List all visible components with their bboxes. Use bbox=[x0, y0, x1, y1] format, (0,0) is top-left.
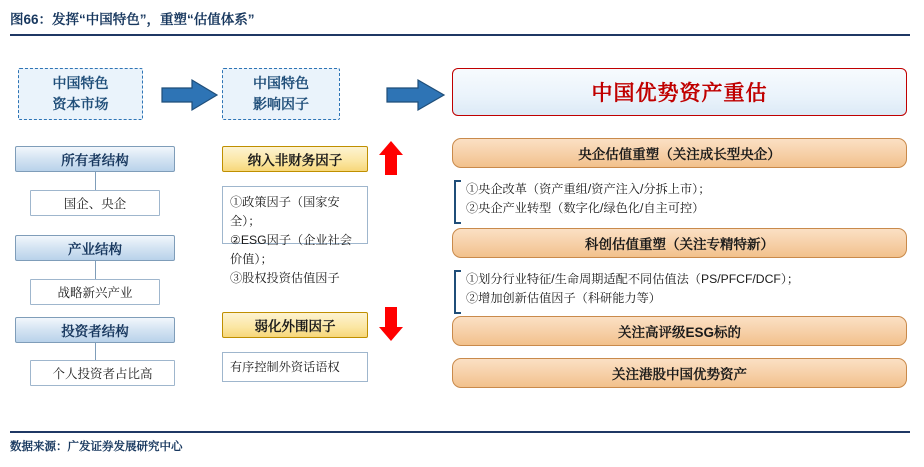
middle-block-2-item-1: 有序控制外资话语权 bbox=[230, 359, 340, 374]
left-group-3-title bbox=[15, 317, 175, 343]
middle-block-1-item-3: ③股权投资估值因子 bbox=[230, 270, 340, 285]
right-section-3-bar bbox=[452, 316, 907, 346]
left-connector-3 bbox=[95, 343, 96, 360]
arrow-up-icon bbox=[378, 140, 404, 176]
right-section-2-note-2: ②增加创新估值因子（科研能力等） bbox=[466, 290, 661, 305]
middle-column-header bbox=[222, 68, 340, 120]
right-main-title bbox=[452, 68, 907, 116]
figure-title-bar bbox=[10, 8, 910, 36]
left-column-header-line2: 资本市场 bbox=[52, 96, 109, 112]
right-section-1-note-2: ②央企产业转型（数字化/绿色化/自主可控） bbox=[466, 200, 705, 215]
left-column-header-line1: 中国特色 bbox=[52, 75, 109, 91]
left-connector-1 bbox=[95, 172, 96, 190]
bracket-1 bbox=[454, 180, 461, 224]
bracket-2 bbox=[454, 270, 461, 314]
right-section-4-bar bbox=[452, 358, 907, 388]
middle-block-2-title-label: 弱化外围因子 bbox=[254, 319, 336, 334]
figure-label: 图66： bbox=[10, 12, 53, 27]
middle-block-1-item-1: ①政策因子（国家安全）； bbox=[230, 195, 340, 228]
arrow-right-icon bbox=[160, 78, 220, 112]
right-section-2-note-1: ①划分行业特征/生命周期适配不同估值法（PS/PFCF/DCF）； bbox=[466, 272, 800, 286]
right-section-2-notes bbox=[466, 270, 906, 316]
right-section-2-bar bbox=[452, 228, 907, 258]
right-section-1-bar bbox=[452, 138, 907, 168]
left-group-1-content bbox=[30, 190, 160, 216]
middle-block-2-title bbox=[222, 312, 368, 338]
right-section-1-bar-label: 央企估值重塑（关注成长型央企） bbox=[578, 147, 781, 162]
right-main-title-label: 中国优势资产重估 bbox=[591, 82, 768, 105]
left-group-1-content-label: 国企、央企 bbox=[63, 197, 127, 211]
arrow-down-icon bbox=[378, 306, 404, 342]
left-group-2-title bbox=[15, 235, 175, 261]
left-group-3-content-label: 个人投资者占比高 bbox=[52, 367, 153, 381]
middle-column-header-line2: 影响因子 bbox=[253, 96, 309, 112]
middle-block-1-item-2: ②ESG因子（企业社会价值）； bbox=[230, 232, 352, 266]
left-group-2-content-label: 战略新兴产业 bbox=[57, 286, 133, 300]
left-column-header bbox=[18, 68, 143, 120]
right-section-1-notes bbox=[466, 180, 906, 226]
left-group-2-title-label: 产业结构 bbox=[68, 242, 122, 257]
right-section-2-bar-label: 科创估值重塑（关注专精特新） bbox=[585, 237, 774, 252]
middle-column-header-line1: 中国特色 bbox=[253, 75, 309, 91]
left-group-3-title-label: 投资者结构 bbox=[61, 324, 129, 339]
right-section-3-bar-label: 关注高评级ESG标的 bbox=[617, 325, 741, 340]
middle-block-1-title bbox=[222, 146, 368, 172]
right-section-1-note-1: ①央企改革（资产重组/资产注入/分拆上市）； bbox=[466, 182, 711, 196]
figure-title: 发挥“中国特色”，重塑“估值体系” bbox=[52, 12, 255, 27]
middle-block-1-title-label: 纳入非财务因子 bbox=[247, 153, 343, 168]
arrow-right-icon-2 bbox=[385, 78, 447, 112]
right-section-4-bar-label: 关注港股中国优势资产 bbox=[612, 367, 747, 382]
middle-block-1-items bbox=[222, 186, 368, 285]
left-group-2-content bbox=[30, 279, 160, 305]
page-title bbox=[10, 8, 910, 32]
left-group-3-content bbox=[30, 360, 175, 386]
middle-block-2-items bbox=[222, 352, 368, 382]
source-note: 数据来源：广发证券发展研究中心 bbox=[10, 441, 183, 453]
left-connector-2 bbox=[95, 261, 96, 279]
left-group-1-title-label: 所有者结构 bbox=[61, 153, 129, 168]
left-group-1-title bbox=[15, 146, 175, 172]
figure-footer-bar bbox=[10, 431, 910, 457]
